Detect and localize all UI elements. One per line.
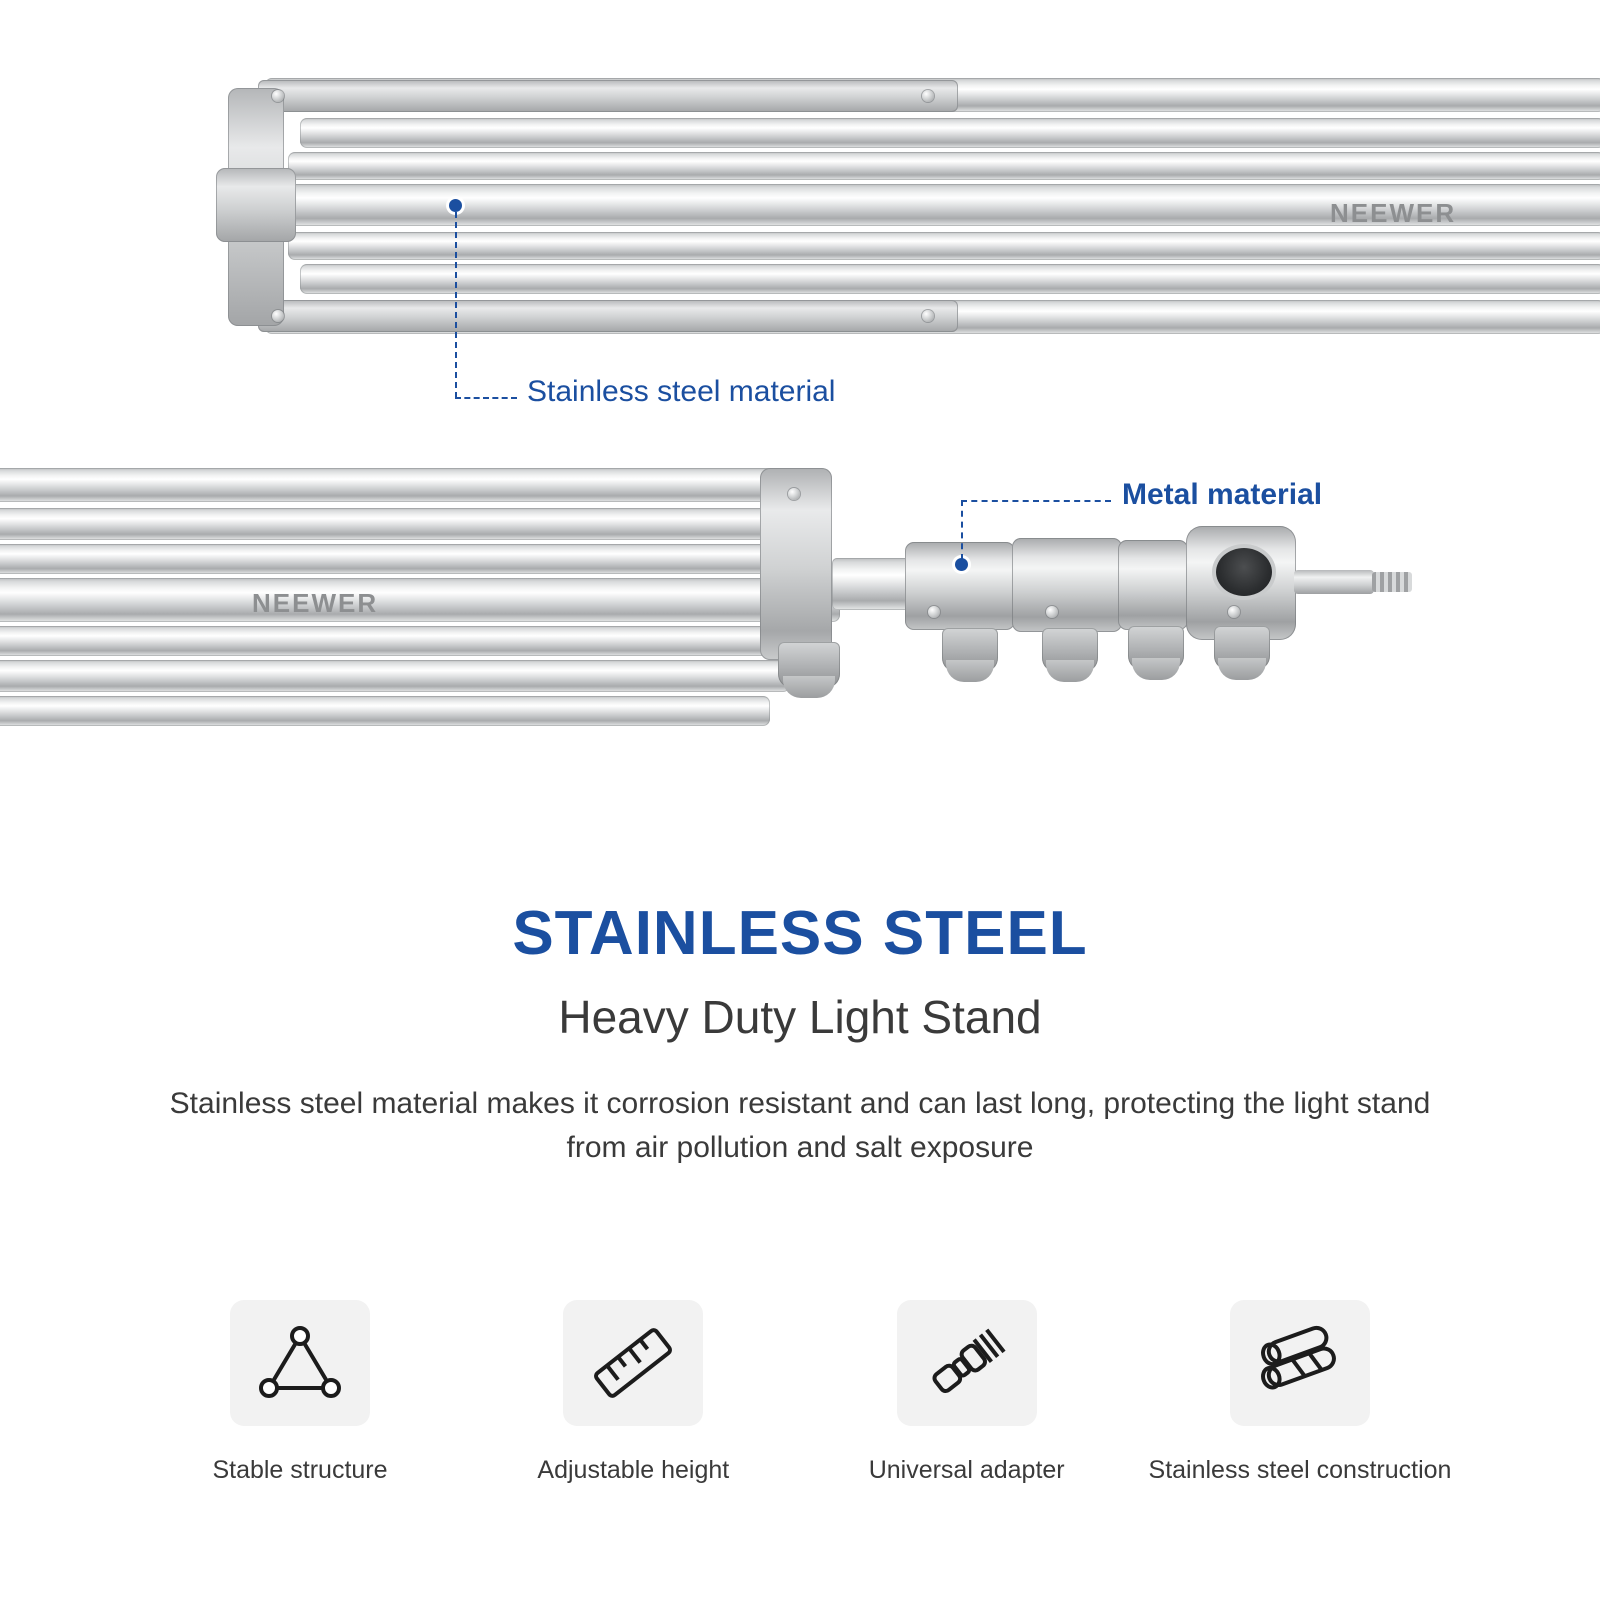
steel-tubes-icon (1230, 1300, 1370, 1426)
head-tube-5 (0, 660, 790, 692)
callout-line-stainless-vertical (455, 212, 457, 398)
feature-label-universal-adapter: Universal adapter (868, 1456, 1065, 1484)
head-tube-1 (0, 468, 780, 502)
collapsed-stand-illustration (0, 0, 1600, 408)
adapter-neck-tube (832, 558, 912, 610)
feature-label-stable-structure: Stable structure (212, 1456, 388, 1484)
stand-tube-second-bottom (300, 264, 1600, 294)
callout-line-stainless-horizontal (455, 397, 517, 399)
rivet-bottom-left (272, 310, 284, 322)
adapter-rivet-3 (1228, 606, 1240, 618)
callout-label-metal: Metal material (1122, 478, 1323, 511)
stand-tube-second-top (300, 118, 1600, 148)
adapter-knob-1 (942, 628, 998, 672)
stand-end-bracket-bottom (258, 300, 958, 332)
leg-hinge-rivet (788, 488, 800, 500)
leg-locking-knob (778, 642, 840, 688)
feature-item-universal-adapter (817, 1300, 1117, 1485)
adapter-collar-1 (905, 542, 1015, 630)
feature-item-stable-structure (150, 1300, 450, 1485)
feature-item-stainless-steel-construction (1150, 1300, 1450, 1485)
triangle-stability-icon (230, 1300, 370, 1426)
adapter-collar-2 (1012, 538, 1122, 632)
rivet-top-left (272, 90, 284, 102)
head-tube-4 (0, 626, 810, 656)
adapter-spigot-thread (1372, 572, 1412, 592)
stand-end-bracket-top (258, 80, 958, 112)
adapter-knob-2 (1042, 628, 1098, 672)
brand-logo-top-text: NEEWER (1330, 198, 1457, 228)
stand-foot-clamp (216, 168, 296, 242)
callout-label-stainless: Stainless steel material (527, 375, 836, 408)
adapter-rivet-2 (1046, 606, 1058, 618)
head-tube-center (0, 578, 840, 622)
adapter-knob-3 (1128, 626, 1184, 670)
callout-dot-stainless (449, 199, 462, 212)
brand-logo-bottom-text: NEEWER (252, 588, 379, 618)
page-description: Stainless steel material makes it corrosion resistant and can last long, protecting the light stand from air pollution and salt exposure (169, 1087, 1431, 1164)
feature-label-stainless-steel-construction: Stainless steel construction (1148, 1456, 1452, 1484)
rivet-top-right (922, 90, 934, 102)
head-tube-2 (0, 508, 800, 540)
adapter-knob-4 (1214, 626, 1270, 670)
stand-tube-third-bottom (288, 232, 1600, 260)
adapter-spigot-shaft (1294, 570, 1374, 594)
adapter-collar-3 (1118, 540, 1188, 630)
adapter-receiver-hole (1216, 548, 1272, 596)
callout-line-metal-vertical (961, 500, 963, 560)
rivet-bottom-right (922, 310, 934, 322)
head-tube-6 (0, 696, 770, 726)
head-tube-3 (0, 544, 810, 574)
page-title: STAINLESS STEEL (512, 899, 1088, 968)
stand-head-illustration (0, 430, 1600, 830)
feature-list (150, 1300, 1450, 1485)
adapter-connector-icon (897, 1300, 1037, 1426)
feature-label-adjustable-height: Adjustable height (537, 1456, 730, 1484)
adapter-rivet-1 (928, 606, 940, 618)
callout-line-metal-horizontal (961, 500, 1111, 502)
page-subtitle: Heavy Duty Light Stand (558, 991, 1042, 1043)
ruler-height-icon (563, 1300, 703, 1426)
feature-item-adjustable-height (483, 1300, 783, 1485)
stand-tube-third-top (288, 152, 1600, 180)
